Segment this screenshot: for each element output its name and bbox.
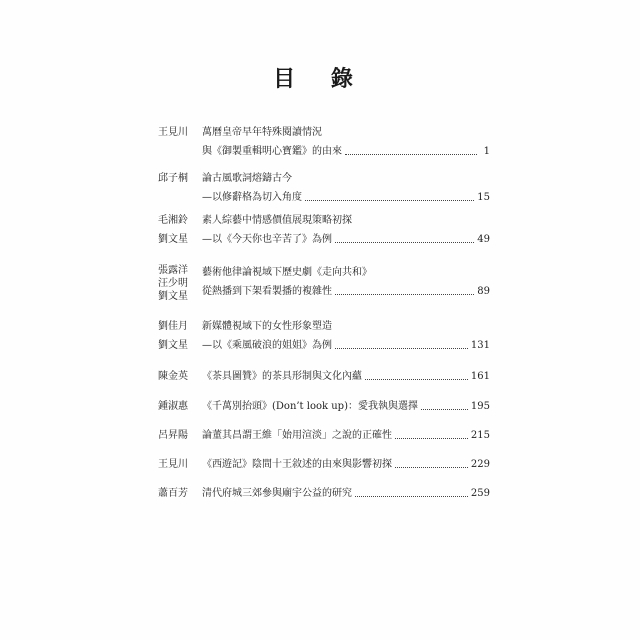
entry-title [202,266,490,304]
author-name: 劉文星 [158,291,188,302]
leader-dots [335,285,474,295]
title-line [202,126,490,145]
author-name: 鍾淑惠 [158,401,188,412]
title-line [202,233,490,252]
entry-title [202,458,490,477]
author-name: 張露洋 [158,265,188,276]
entry-title [202,126,490,164]
leader-dots [395,458,468,468]
leader-dots [345,145,477,155]
entry-authors [158,429,202,448]
title-text: 藝術他律論視域下歷史劇《走向共和》 [202,267,372,278]
title-line [202,214,490,233]
title-line [202,487,490,506]
title-line [202,145,490,164]
page-number[interactable]: 89 [477,286,490,297]
page-number[interactable]: 131 [470,340,490,351]
title-line [202,191,490,210]
title-text: 論董其昌謂王維「始用渲淡」之說的正確性 [202,430,392,441]
author-name: 邱子桐 [158,173,188,184]
leader-dots [395,429,468,439]
title-line [202,172,490,191]
entry-authors [158,487,202,506]
leader-dots [421,400,468,410]
page-number[interactable]: 229 [470,459,490,470]
entry-title [202,370,490,389]
title-text: 《千萬別抬頭》(Don’t look up)：愛我執與選擇 [202,401,418,412]
leader-dots [335,233,474,243]
title-text: 素人綜藝中情感價值展現策略初探 [202,215,352,226]
page-title: 目 錄 [273,66,367,92]
entry-title [202,214,490,252]
title-text: 清代府城三郊參與廟宇公益的研究 [202,488,352,499]
title-line [202,458,490,477]
page-number[interactable]: 259 [470,488,490,499]
page-number[interactable]: 195 [470,401,490,412]
author-name: 劉佳月 [158,321,188,332]
page-number[interactable]: 161 [470,371,490,382]
entry-title [202,172,490,210]
title-text: —以《乘風破浪的姐姐》為例 [202,340,332,351]
title-text: —以《今天你也辛苦了》為例 [202,234,332,245]
title-line [202,339,490,358]
author-name: 陳金英 [158,371,188,382]
leader-dots [305,191,474,201]
author-name: 王見川 [158,127,188,138]
title-text: 論古風歌詞熔鑄古今 [202,173,292,184]
entry-authors [158,320,202,358]
entry-title [202,429,490,448]
author-name: 王見川 [158,459,188,470]
entry-authors [158,264,202,303]
title-line [202,320,490,339]
page-number[interactable]: 15 [477,192,490,203]
author-name: 汪少明 [158,278,188,289]
leader-dots [335,339,468,349]
page-number[interactable]: 1 [483,146,490,157]
author-name: 劉文星 [158,340,188,351]
title-text: 從熱播到下架看製播的複雜性 [202,286,332,297]
title-text: 《茶具圖贊》的茶具形制與文化內蘊 [202,371,362,382]
page-number[interactable]: 215 [470,430,490,441]
leader-dots [355,487,468,497]
title-line [202,266,490,285]
entry-authors [158,400,202,419]
title-text: 新媒體視域下的女性形象塑造 [202,321,332,332]
entry-authors [158,214,202,252]
entry-authors [158,370,202,389]
title-line [202,370,490,389]
author-name: 蕭百芳 [158,488,188,499]
title-text: 與《御製重輯明心寶鑑》的由來 [202,146,342,157]
title-text: —以修辭格為切入角度 [202,192,302,203]
title-line [202,429,490,448]
author-name: 呂昇陽 [158,430,188,441]
page-number[interactable]: 49 [477,234,490,245]
entry-authors [158,458,202,477]
entry-authors [158,126,202,145]
author-name: 毛湘鈴 [158,215,188,226]
entry-title [202,487,490,506]
title-line [202,285,490,304]
title-text: 《西遊記》陰間十王敘述的由來與影響初探 [202,459,392,470]
title-text: 萬曆皇帝早年特殊閱讀情況 [202,127,322,138]
author-name: 劉文星 [158,234,188,245]
entry-title [202,320,490,358]
title-line [202,400,490,419]
leader-dots [365,370,468,380]
entry-title [202,400,490,419]
entry-authors [158,172,202,191]
